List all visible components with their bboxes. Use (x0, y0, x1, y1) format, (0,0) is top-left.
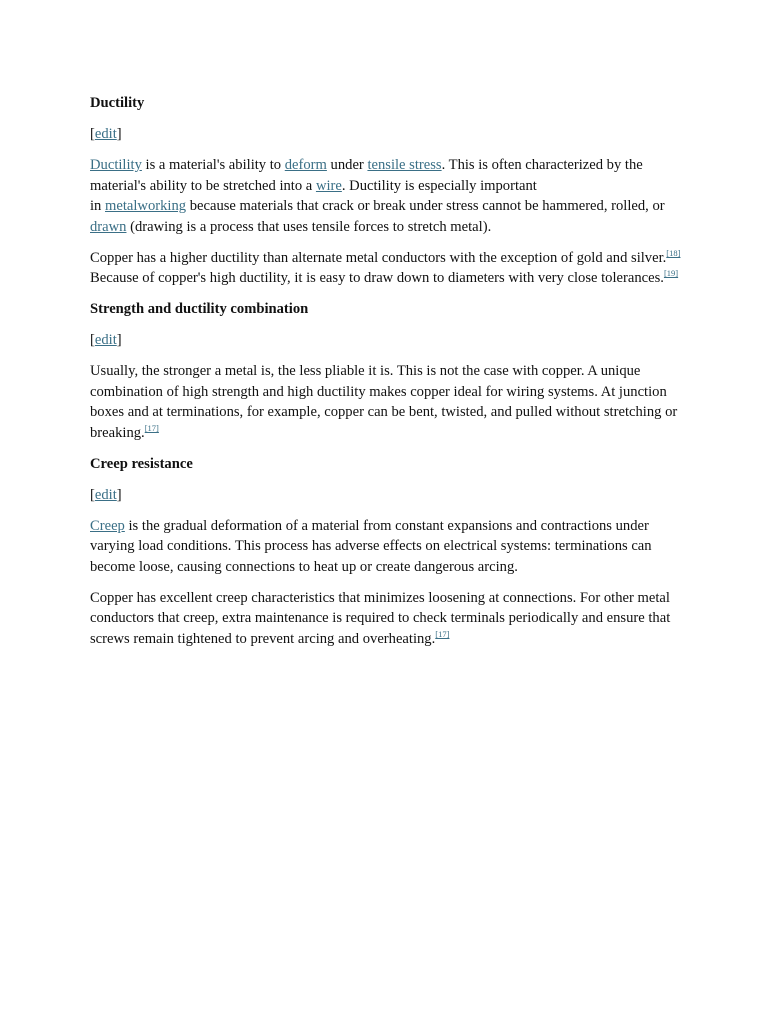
citation-link[interactable]: [19] (663, 268, 679, 279)
edit-link[interactable]: edit (94, 332, 117, 349)
edit-section-ductility: [edit] (90, 126, 122, 143)
reference-19 (664, 268, 678, 278)
paragraph-strength-ductility: Usually, the stronger a metal is, the less pliable it is. This is not the case with copper. A unique combination of high strength and high ductility makes copper ideal for wiring systems. At junction boxes and at terminations, for example, copper can be bent, twisted, and pulled without stretching or breaking.[17] (90, 363, 678, 441)
link-deform[interactable]: deform (284, 156, 327, 173)
citation-link[interactable]: [18] (666, 247, 681, 258)
reference-17 (435, 629, 449, 639)
reference-17 (145, 423, 159, 433)
link-ductility[interactable]: Ductility (90, 156, 142, 173)
edit-link[interactable]: edit (94, 486, 117, 503)
link-tensile-stress[interactable]: tensile stress (367, 156, 442, 173)
citation-link[interactable]: [17] (144, 422, 159, 433)
edit-link[interactable]: edit (94, 126, 117, 143)
citation-link[interactable]: [17] (435, 629, 450, 640)
link-wire[interactable]: wire (315, 177, 342, 194)
reference-18 (666, 248, 680, 258)
section-heading-creep-resistance: Creep resistance (90, 455, 193, 472)
section-heading-strength-ductility: Strength and ductility combination (90, 301, 309, 318)
paragraph-copper-creep: Copper has excellent creep characteristics that minimizes loosening at connections. For other metal conductors that creep, extra maintenance is required to check terminals periodically and ensure that screws remain tightened to prevent arcing and overheating.[17] (90, 589, 671, 648)
paragraph-ductility-definition: Ductility is a material's ability to deform under tensile stress. This is often characterized by the material's ability to be stretched into a wire. Ductility is especially important in metalworking because materials that crack or break under stress cannot be hammered, rolled, or drawn (drawing is a process that uses tensile forces to stretch metal). (90, 156, 665, 235)
edit-section-strength-ductility: [edit] (90, 332, 122, 349)
paragraph-creep-definition: Creep is the gradual deformation of a material from constant expansions and contractions under varying load conditions. This process has adverse effects on electrical systems: terminations can become loose, causing connections to heat up or create dangerous arcing. (90, 517, 652, 575)
paragraph-copper-ductility: Copper has a higher ductility than alternate metal conductors with the exception of gold and silver.[18] Because of copper's high ductility, it is easy to draw down to diameters with very close tolerances.[19] (90, 247, 681, 287)
link-metalworking[interactable]: metalworking (105, 198, 187, 215)
link-creep[interactable]: Creep (90, 517, 125, 534)
link-drawn[interactable]: drawn (90, 218, 127, 235)
section-heading-ductility: Ductility (90, 95, 145, 111)
edit-section-creep-resistance: [edit] (90, 486, 122, 503)
